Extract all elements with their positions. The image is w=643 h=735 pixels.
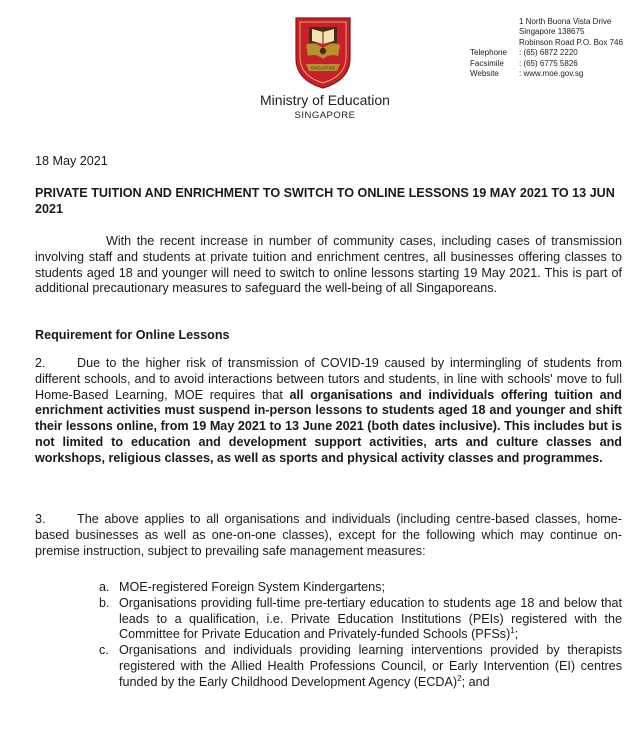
paragraph-3 [35, 512, 622, 559]
address-line: 1 North Buona Vista Drive [519, 17, 612, 26]
section-heading: Requirement for Online Lessons [35, 328, 230, 342]
list-item: c. Organisations and individuals providing learning interventions provided by therapists registered with the Allied Health Professions Council, or Early Intervention (EI) centres funded by the Early Childhood Development Agency (ECDA)$^2$; and [99, 643, 622, 689]
ministry-name: Ministry of Education [260, 92, 390, 108]
list-marker: a. [99, 580, 110, 594]
paragraph-number: 3. [35, 512, 46, 526]
list-item: a. MOE-registered Foreign System Kindergartens; [99, 580, 385, 594]
paragraph-2 [35, 356, 622, 467]
paragraph-2-text: Due to the higher risk of transmission of COVID-19 caused by intermingling of students from different schools, and to avoid interactions between tutors and students, in line with schools' move to full Home-Based Learning, MOE requires that [35, 356, 622, 402]
telephone-line: Telephone : (65) 6872 2220 [470, 48, 578, 58]
facsimile-line: Facsimile : (65) 6775 5826 [470, 58, 578, 68]
ministry-address-block [470, 17, 623, 79]
paragraph-3-text: The above applies to all organisations and individuals (including centre-based classes, home-based businesses as well as one-on-one classes), except for the following which may continue on-premise instruction, subject to prevailing safe management measures: [35, 512, 622, 558]
crest-banner-text: SINGAPORE [310, 65, 336, 71]
document-date: 18 May 2021 [35, 154, 108, 168]
ministry-country: SINGAPORE [294, 110, 356, 121]
list-marker: b. [99, 595, 110, 610]
paragraph-2-emphasis: all organisations and individuals offering tuition and enrichment activities must suspend in-person lessons to students aged 18 and younger and shift their lessons online, from 19 May 2021 to 13 June 2021 (both dates inclusive). This includes but is not limited to education and development support activities, arts and culture classes and workshops, religious classes, as well as sports and physical activity classes and programmes. [35, 387, 622, 465]
website-line: Website : www.moe.gov.sg [470, 69, 584, 79]
address-line: Singapore 138675 [519, 27, 585, 37]
paragraph-number: 2. [35, 356, 46, 370]
footnote-ref: 2 [457, 673, 462, 683]
footnote-ref: 1 [510, 626, 515, 636]
list-item: b. Organisations providing full-time pre-tertiary education to students age 18 and below that leads to a qualification, i.e. Private Education Institutions (PEIs) registered with the Committee for Private Education and Privately-funded Schools (PFSs)$^1$; [99, 595, 622, 642]
paragraph-1: With the recent increase in number of community cases, including cases of transmission involving staff and students at private tuition and enrichment centres, all businesses offering classes to students aged 18 and younger will need to switch to online lessons starting 19 May 2021. This is part of additional precautionary measures to safeguard the well-being of all Singaporeans. [35, 234, 622, 296]
document-title: PRIVATE TUITION AND ENRICHMENT TO SWITCH TO ONLINE LESSONS 19 MAY 2021 TO 13 JUN 2021 [35, 186, 615, 216]
exceptions-list [96, 580, 622, 691]
list-marker: c. [99, 643, 109, 658]
address-line: Robinson Road P.O. Box 746 [519, 37, 623, 47]
moe-crest-logo [292, 14, 354, 90]
